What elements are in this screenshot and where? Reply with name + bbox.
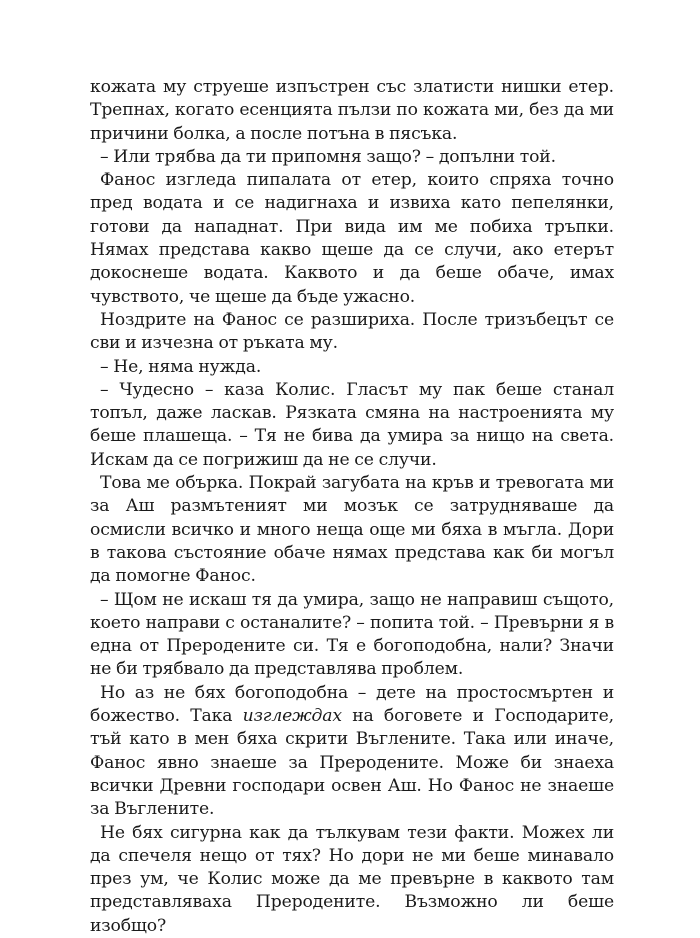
paragraph-9	[90, 682, 614, 822]
paragraph-7-text: Това ме обърка. Покрай загубата на кръв и тревогата ми за Аш размътеният ми мозък се затрудняваше да осмисли всичко и много неща още ми бяха в мъгла. Дори в такова състояние обаче нямах представа как би могъл да помогне Фанос.	[90, 473, 614, 587]
paragraph-9-text-b: на боговете и Господарите, тъй като в мен бяха скрити Въглените. Така или иначе, Фанос явно знаеше за Преродените. Може би знаеха всички Древни господари освен Аш. Но Фанос не знаеше за Въглените.	[90, 706, 614, 820]
paragraph-5-text: – Не, няма нужда.	[100, 356, 262, 377]
paragraph-1-text: кожата му струеше изпъстрен със златисти нишки етер. Трепнах, когато есенцията пълзи по кожата ми, без да ми причини болка, а после потъна в пясъка.	[90, 77, 614, 144]
paragraph-9-italic: изглеждах	[242, 706, 342, 727]
paragraph-5	[90, 356, 614, 379]
paragraph-1	[90, 76, 614, 146]
paragraph-8	[90, 589, 614, 682]
paragraph-4	[90, 309, 614, 356]
paragraph-2	[90, 146, 614, 169]
paragraph-3	[90, 169, 614, 309]
paragraph-6-text: – Чудесно – каза Колис. Гласът му пак беше станал топъл, даже ласкав. Рязката смяна на настроенията му беше плашеща. – Тя не бива да умира за нищо на света. Искам да се погрижиш да не се случи.	[90, 379, 614, 470]
paragraph-4-text: Ноздрите на Фанос се разшириха. После тризъбецът се сви и изчезна от ръката му.	[90, 309, 614, 354]
paragraph-7	[90, 472, 614, 588]
paragraph-6	[90, 379, 614, 472]
paragraph-8-text: – Щом не искаш тя да умира, защо не направиш същото, което направи с останалите? – попита той. – Превърни я в една от Преродените си. Тя е богоподобна, нали? Значи не би трябвало да представлява проблем.	[90, 589, 614, 680]
paragraph-10	[90, 822, 614, 938]
paragraph-10-text: Не бях сигурна как да тълкувам тези факти. Можех ли да спечеля нещо от тях? Но дори не ми беше минавало през ум, че Колис може да ме превърне в каквото там представляваха Преродените. Възможно ли беше изобщо?	[90, 822, 614, 936]
paragraph-9-text-a: Но аз не бях богоподобна – дете на простосмъртен и божество. Така	[90, 682, 614, 727]
paragraph-2-text: – Или трябва да ти припомня защо? – допълни той.	[100, 146, 556, 167]
book-page	[90, 76, 614, 938]
paragraph-3-text: Фанос изгледа пипалата от етер, които спряха точно пред водата и се надигнаха и извиха като пепелянки, готови да нападнат. При вида им ме побиха тръпки. Нямах представа какво щеше да се случи, ако етерът докоснеше водата. Каквото и да беше обаче, имах чувството, че щеше да бъде ужасно.	[90, 170, 614, 307]
